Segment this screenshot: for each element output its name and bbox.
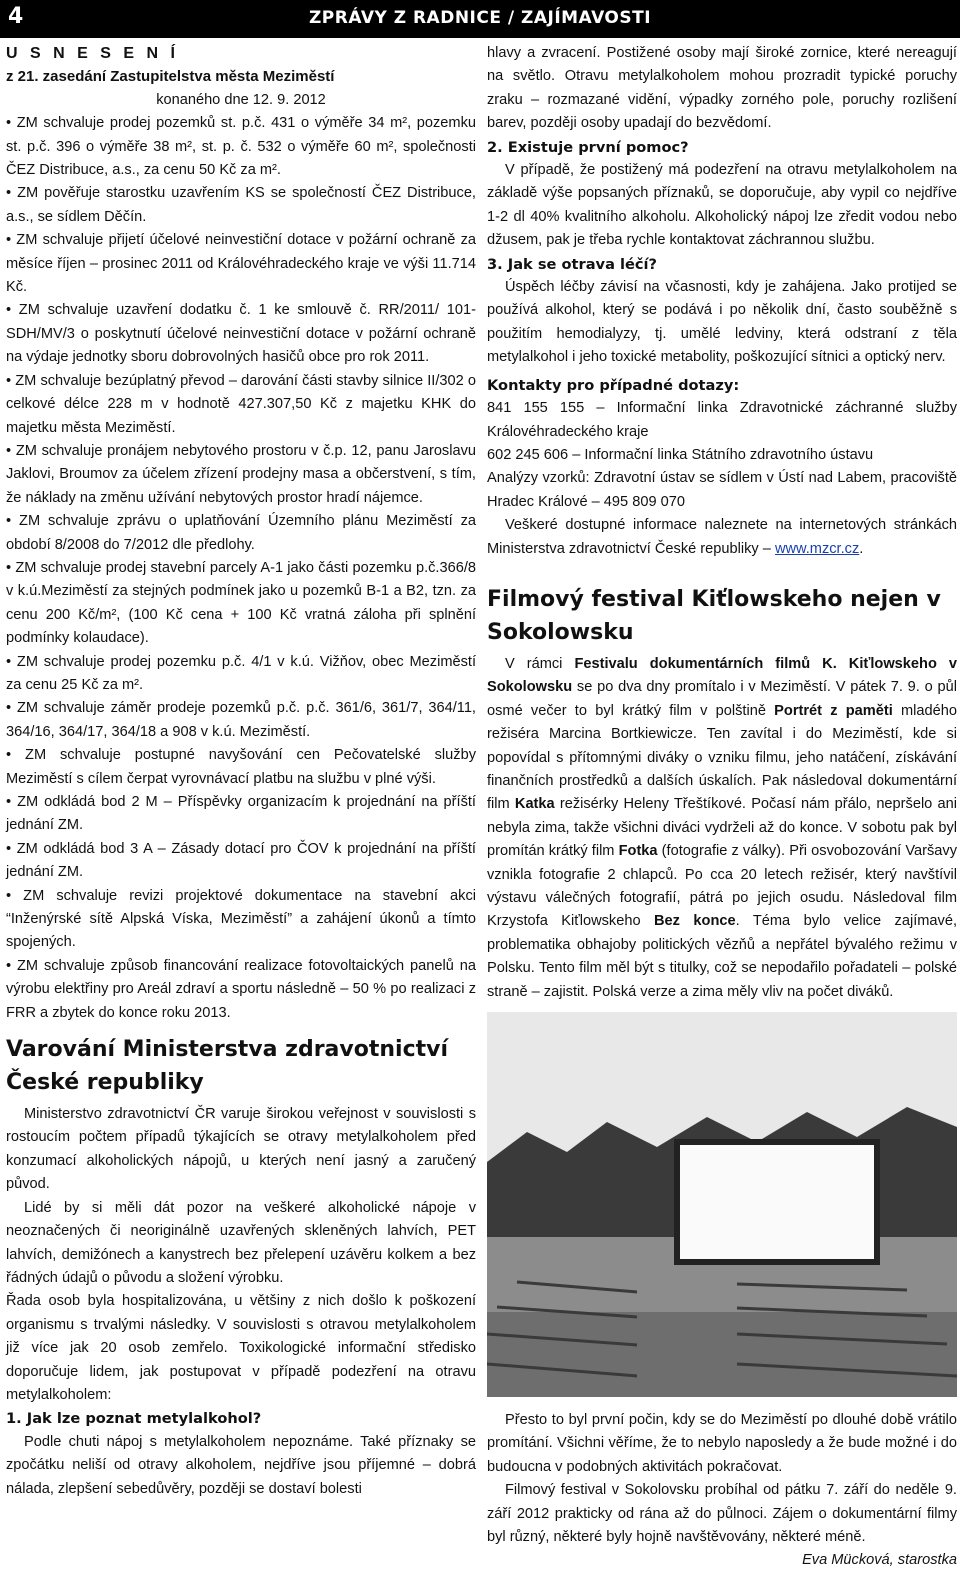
mzcr-link[interactable]: www.mzcr.cz [774, 540, 860, 557]
film-text: režisérky Heleny Třeštíkové. Počasí nám přálo, nepršelo ani nebyla zima, takže všichni diváci vydrželi až do konce. V sobotu pak byl promítán krátký film [487, 796, 957, 860]
info-text: Veškeré dostupné informace naleznete na internetových stránkách Ministerstva zdravotnictví České republiky – [487, 517, 957, 557]
question-heading: 1. Jak lze poznat metylalkohol? [6, 1410, 262, 1428]
resolution-item: • ZM odkládá bod 2 M – Příspěvky organizacím k projednání na příští jednání ZM. [6, 794, 476, 834]
contact-line: 602 245 606 – Informační linka Státního zdravotního ústavu [487, 446, 874, 463]
film-text: V rámci [505, 655, 575, 672]
film-text: (fotografie z války). Při osvobozování Varšavy vznikla fotografie 2 chlapců. Po cca 20 letech režisér, který navštívil výstavu válečných fotografií, pátrá po jejich osudu. Následoval film Krzystofa Kiťlowskeho [487, 843, 958, 930]
resolution-item: • ZM schvaluje prodej pozemků st. p.č. 431 o výměře 34 m², pozemku st. p.č. 396 o výměře 38 m², st. p. č. 532 o výměře 60 m², společnosti ČEZ Distribuce, a.s., za cenu 50 Kč za m². [6, 115, 476, 179]
answer-continued: hlavy a zvracení. Postižené osoby mají široké zornice, které nereagují na světlo. Otravu metylalkoholem mohou prozradit typické poruchy zraku – rozmazané vidění, výpadky zorného pole, poruchy rozlišení barev, později osoby upadají do bezvědomí. [487, 45, 957, 132]
resolution-item: • ZM schvaluje zprávu o uplatňování Územního plánu Meziměstí za období 8/2008 do 7/2012 dle předlohy. [6, 513, 476, 553]
resolution-item: • ZM schvaluje uzavření dodatku č. 1 ke smlouvě č. RR/2011/ 101-SDH/MV/3 o poskytnutí účelové neinvestiční dotace v požární ochraně na výdaje jednotky sboru dobrovolných hasičů obce pro rok 2011. [6, 302, 476, 366]
film-text: . Téma bylo velice zajímavé, problematika obhajoby politických vězňů a nepřátel bývalého režimu v Polsku. Tento film měl být s titulky, což se nepodařilo pořadateli – polské straně – zajistit. Polská verze a zima měly vliv na počet diváků. [487, 913, 957, 1000]
film-text: se po dva dny promítalo i v Meziměstí. V pátek 7. 9. o půl osmé večer to byl krátký film v polštině [487, 679, 957, 719]
section-title: ZPRÁVY Z RADNICE / ZAJÍMAVOSTI [308, 8, 652, 28]
resolution-item: • ZM odkládá bod 3 A – Zásady dotací pro ČOV k projednání na příští jednání ZM. [6, 840, 476, 881]
page-header [0, 0, 960, 38]
info-end: . [859, 540, 864, 557]
answer-paragraph: V případě, že postižený má podezření na otravu metylalkoholem na základě výše popsaných příznaků, se doporučuje, aby vypil co nejdříve 1-2 dl 40% kvalitního alkoholu. Alkoholický nápoj lze zředit vodou nebo džusem, pak je třeba rychle kontaktovat záchrannou službu. [487, 162, 957, 249]
answer-paragraph: Podle chuti nápoj s metylalkoholem nepoznáme. Také příznaky se zpočátku neliší od otravy alkoholem, nejdříve jsou příjemné – dobrá nálada, zlepšení sebedůvěry, později se dostaví bolesti [6, 1433, 476, 1497]
resolution-item: • ZM schvaluje prodej pozemku p.č. 4/1 v k.ú. Vižňov, obec Meziměstí za cenu 25 Kč za m². [6, 653, 476, 693]
resolution-item: • ZM schvaluje záměr prodeje pozemků p.č. p.č. 361/6, 361/7, 364/11, 364/16, 364/17, 364/18 a 908 v k.ú. Meziměstí. [6, 700, 476, 740]
usneseni-title: U S N E S E N Í [6, 45, 179, 62]
resolution-item: • ZM schvaluje revizi projektové dokumentace na stavební akci “Inženýrské sítě Alpská Víska, Meziměstí” a zahájení úkonů a tímto spojených. [6, 887, 476, 951]
usneseni-subtitle: z 21. zasedání Zastupitelstva města Meziměstí [6, 68, 335, 86]
film-heading: Filmový festival Kiťlowskeho nejen v Sokolowsku [487, 586, 941, 645]
question-heading: 2. Existuje první pomoc? [487, 138, 689, 156]
author-signature: Eva Mücková, starostka [802, 1552, 957, 1569]
resolution-item: • ZM schvaluje bezúplatný převod – darování části stavby silnice II/302 o celkové délce 228 m v hodnotě 427.307,50 Kč z majetku KHK do majetku města Meziměstí. [6, 372, 476, 436]
warning-paragraph: Lidé by si měli dát pozor na veškeré alkoholické nápoje v neoznačených či neoriginálně uzavřených skleněných lahvích, PET lahvích, demižónech a kanystrech bez přelepení uzávěru kolkem a bez řádných údajů o původu a složení výrobku. [6, 1199, 476, 1286]
info-paragraph [487, 514, 957, 561]
left-column [6, 42, 476, 1501]
film-paragraph: Přesto to byl první počin, kdy se do Meziměstí po dlouhé době vrátilo promítání. Všichni věříme, že to nebylo naposledy a že bude možné i do budoucna v podobných aktivitách pokračovat. [487, 1412, 957, 1475]
contact-line: Analýzy vzorků: Zdravotní ústav se sídlem v Ústí nad Labem, pracoviště Hradec Králové – 495 809 070 [487, 470, 957, 510]
film-bold: Portrét z paměti [774, 702, 893, 719]
resolution-item: • ZM schvaluje postupné navyšování cen Pečovatelské služby Meziměstí s cílem čerpat vyrovnávací platbu na službu v plné výši. [6, 747, 476, 787]
resolution-item: • ZM pověřuje starostku uzavřením KS se společností ČEZ Distribuce, a.s., se sídlem Děčín. [6, 185, 476, 225]
photo-screen [677, 1142, 877, 1262]
film-bold: Katka [514, 796, 555, 813]
film-bold: Festivalu dokumentárních filmů K. Kiťlowskeho v Sokolowsku [487, 655, 957, 696]
film-paragraph [487, 653, 957, 1004]
film-paragraph: Filmový festival v Sokolovsku probíhal od pátku 7. září do neděle 9. září 2012 prakticky od rána až do půlnoci. Zájem o dokumentární filmy byl různý, některé byly hojně navštěvovány, některé méně. [487, 1482, 957, 1546]
resolution-item: • ZM schvaluje způsob financování realizace fotovoltaických panelů na výrobu elektřiny pro Areál zdraví a sportu následně – 50 % po realizaci z FRR a zbytek do konce roku 2013. [6, 957, 476, 1021]
usneseni-date: konaného dne 12. 9. 2012 [156, 91, 326, 108]
film-text: mladého režiséra Marcina Bortkiewicze. Ten zavítal i do Meziměstí, kde si popovídal s přítomnými diváky o vzniku filmu, jeho natáčení, získávání finančních prostředků a dalších úskalích. Pak následoval dokumentární film [487, 702, 957, 813]
page-number: 4 [8, 4, 24, 29]
contact-line: 841 155 155 – Informační linka Zdravotnické záchranné služby Královéhradeckého kraje [487, 400, 957, 440]
resolution-item: • ZM schvaluje pronájem nebytového prostoru v č.p. 12, panu Jaroslavu Jaklovi, Broumov za účelem zřízení prodejny masa a občerstvení, s tím, že náklady na změnu užívání nebytových prostor hradí nájemce. [6, 442, 476, 506]
film-bold: Fotka [618, 843, 658, 860]
warning-paragraph: Ministerstvo zdravotnictví ČR varuje širokou veřejnost v souvislosti s rostoucím počtem případů týkajících se otravy metylalkoholem před konzumací alkoholických nápojů, u kterých není jasný a zaručený původ. [6, 1106, 476, 1193]
warning-paragraph: Řada osob byla hospitalizována, u většiny z nich došlo k poškození organismu s trvalými následky. V souvislosti s otravou metylalkoholem již více jak 20 osob zemřelo. Toxikologické informační středisko doporučuje lidem, jak postupovat v případě podezření na otravu metylalkoholem: [6, 1293, 476, 1403]
right-column [487, 42, 957, 1573]
contacts-heading: Kontakty pro případné dotazy: [487, 376, 740, 394]
question-heading: 3. Jak se otrava léčí? [487, 255, 658, 273]
film-bold: Bez konce [654, 913, 736, 930]
photo-grass [487, 1312, 957, 1397]
resolution-item: • ZM schvaluje přijetí účelové neinvestiční dotace v požární ochraně za měsíce říjen – prosinec 2011 od Královéhradeckého kraje ve výši 11.714 Kč. [6, 232, 476, 296]
answer-paragraph: Úspěch léčby závisí na včasnosti, kdy je zahájena. Jako protijed se používá alkohol, který se podává i po několik dní, často souběžně s použitím hemodialyzy, tj. umělé ledviny, která odstraní z těla metylalkohol i jeho toxické metabolity, poškozující sítnici a optický nerv. [487, 279, 957, 366]
warning-heading: Varování Ministerstva zdravotnictví České republiky [6, 1037, 449, 1096]
resolution-item: • ZM schvaluje prodej stavební parcely A-1 jako části pozemku p.č.366/8 v k.ú.Meziměstí za stejných podmínek jako u pozemků B-1 a B2, tzn. za cenu 200 Kč/m², (100 Kč cena + 100 Kč vratná záloha při splnění podmínky kolaudace). [6, 559, 476, 647]
outdoor-cinema-photo [487, 1012, 957, 1397]
